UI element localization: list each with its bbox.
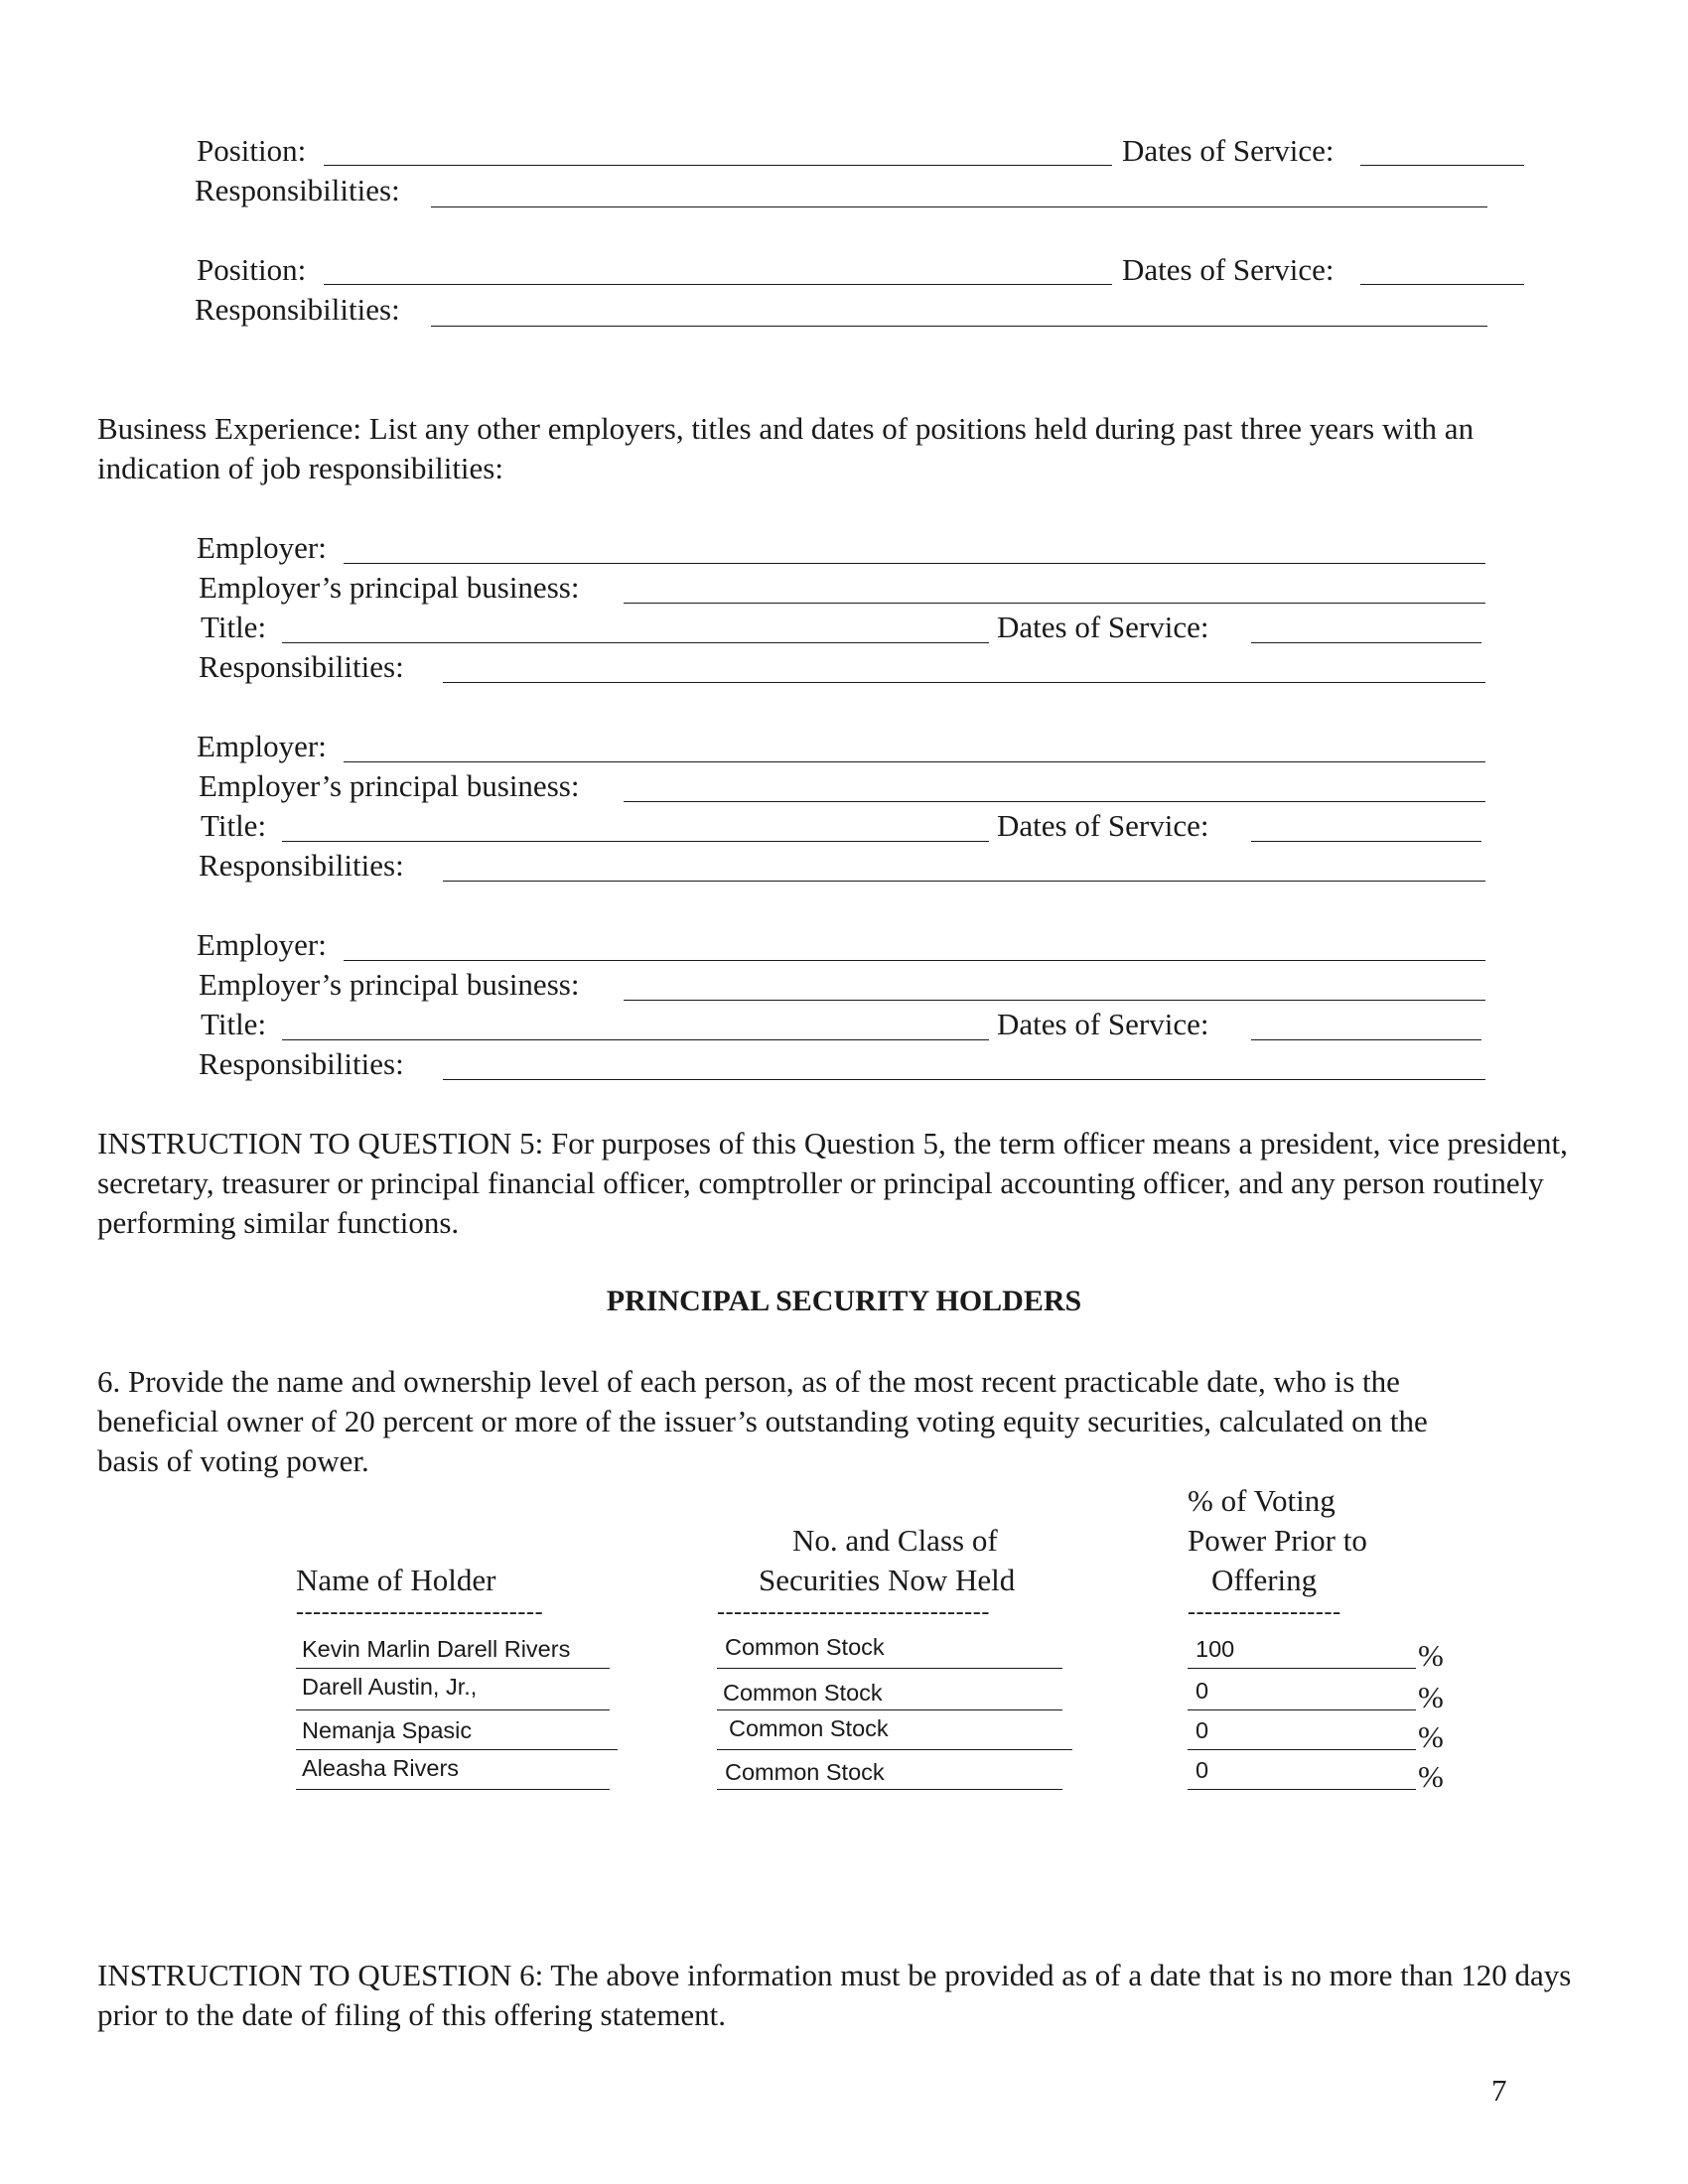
responsibilities-field[interactable] [443,881,1485,882]
principal-business-field[interactable] [624,801,1485,802]
business-experience-intro: Business Experience: List any other employers, titles and dates of positions held during past three years with an indication of job responsibilities: [97,411,1475,485]
title-label: Title: [201,808,267,843]
holder-name-cell[interactable]: Kevin Marlin Darell Rivers [302,1636,571,1662]
responsibilities-label: Responsibilities: [195,173,400,207]
col2-header-line1: No. and Class of [792,1523,998,1558]
responsibilities-label: Responsibilities: [199,649,404,684]
percent-underline [1188,1789,1416,1790]
securities-underline [717,1668,1062,1669]
percent-underline [1188,1749,1416,1750]
position-field[interactable] [324,284,1112,285]
section-heading: PRINCIPAL SECURITY HOLDERS [606,1285,1082,1317]
employer-field[interactable] [344,761,1485,762]
holder-name-cell[interactable]: Aleasha Rivers [302,1755,460,1781]
dates-of-service-label: Dates of Service: [1122,133,1335,168]
holder-name-cell[interactable]: Nemanja Spasic [302,1717,473,1743]
title-field[interactable] [282,642,989,643]
principal-business-field[interactable] [624,603,1485,604]
question-6-text: 6. Provide the name and ownership level of each person, as of the most recent practicable date, who is the beneficial owner of 20 percent or more of the issuer’s outstanding voting equity securities, calculated on the basis of voting power. [97,1364,1428,1478]
dates-of-service-label: Dates of Service: [997,1007,1209,1041]
dates-of-service-label: Dates of Service: [1122,252,1335,287]
holder-name-underline [296,1749,618,1750]
responsibilities-field[interactable] [431,206,1487,207]
responsibilities-field[interactable] [443,1079,1485,1080]
col1-header: Name of Holder [296,1563,496,1597]
employer-field[interactable] [344,563,1485,564]
securities-underline [717,1749,1072,1750]
employer-label: Employer: [197,729,327,763]
percent-underline [1188,1668,1416,1669]
percent-sign: % [1418,1680,1444,1714]
instruction-question-6: INSTRUCTION TO QUESTION 6: The above information must be provided as of a date that is no more than 120 days prior to the date of filing of this offering statement. [97,1958,1572,2032]
title-label: Title: [201,1007,267,1041]
dates-of-service-field[interactable] [1251,1039,1481,1040]
responsibilities-label: Responsibilities: [199,848,404,883]
responsibilities-label: Responsibilities: [199,1046,404,1081]
col2-divider: -------------------------------- [717,1600,990,1624]
responsibilities-label: Responsibilities: [195,292,400,327]
percent-cell[interactable]: 100 [1196,1636,1235,1662]
dates-of-service-label: Dates of Service: [997,808,1209,843]
employer-label: Employer: [197,530,327,565]
percent-cell[interactable]: 0 [1196,1757,1209,1783]
holder-name-underline [296,1668,610,1669]
position-field[interactable] [324,165,1112,166]
instruction-question-5: INSTRUCTION TO QUESTION 5: For purposes of this Question 5, the term officer means a president, vice president, secretary, treasurer or principal financial officer, comptroller or principal accounting officer, and any person routinely performing similar functions. [97,1126,1568,1240]
responsibilities-field[interactable] [431,326,1487,327]
holder-name-cell[interactable]: Darell Austin, Jr., [302,1674,478,1700]
securities-underline [717,1789,1062,1790]
securities-cell[interactable]: Common Stock [729,1715,889,1741]
responsibilities-field[interactable] [443,682,1485,683]
col2-header-line2: Securities Now Held [759,1563,1016,1597]
employer-label: Employer: [197,927,327,962]
position-label: Position: [197,252,307,287]
percent-sign: % [1418,1719,1444,1754]
dates-of-service-field[interactable] [1360,284,1524,285]
dates-of-service-label: Dates of Service: [997,610,1209,644]
percent-cell[interactable]: 0 [1196,1678,1209,1704]
col3-divider: ------------------ [1188,1600,1341,1624]
col3-header-line1: % of Voting [1188,1483,1336,1518]
principal-business-label: Employer’s principal business: [199,768,580,803]
employer-field[interactable] [344,960,1485,961]
title-label: Title: [201,610,267,644]
principal-business-label: Employer’s principal business: [199,967,580,1002]
percent-cell[interactable]: 0 [1196,1717,1209,1743]
col1-divider: ----------------------------- [296,1600,544,1624]
holder-name-underline [296,1709,610,1710]
dates-of-service-field[interactable] [1251,642,1481,643]
securities-cell[interactable]: Common Stock [725,1634,885,1660]
securities-cell[interactable]: Common Stock [723,1680,883,1706]
holder-name-underline [296,1789,610,1790]
principal-business-label: Employer’s principal business: [199,570,580,605]
title-field[interactable] [282,1039,989,1040]
principal-business-field[interactable] [624,1000,1485,1001]
page-number: 7 [1491,2073,1507,2108]
percent-sign: % [1418,1638,1444,1673]
securities-cell[interactable]: Common Stock [725,1759,885,1785]
col3-header-line3: Offering [1211,1563,1318,1597]
dates-of-service-field[interactable] [1251,841,1481,842]
position-label: Position: [197,133,307,168]
col3-header-line2: Power Prior to [1188,1523,1367,1558]
securities-underline [717,1709,1062,1710]
title-field[interactable] [282,841,989,842]
dates-of-service-field[interactable] [1360,165,1524,166]
percent-sign: % [1418,1759,1444,1794]
percent-underline [1188,1709,1416,1710]
